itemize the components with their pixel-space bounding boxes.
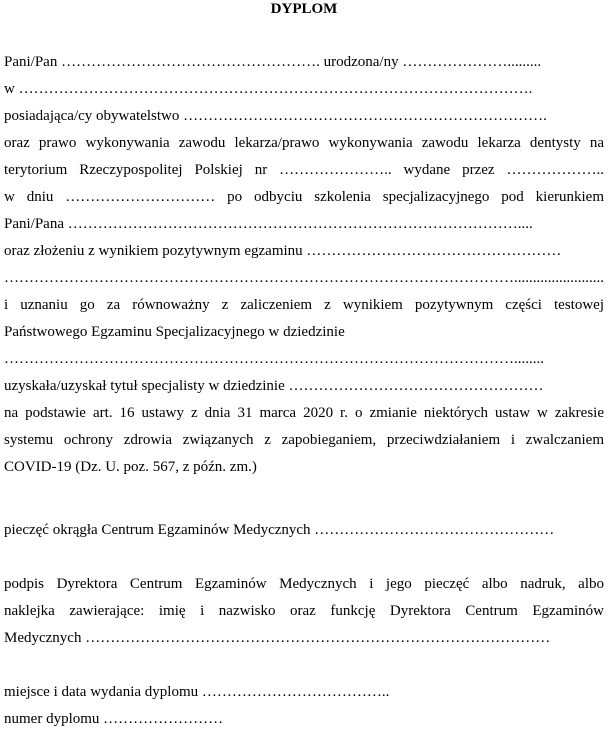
line-supervisor: Pani/Pana ……………………………………………………………………………….... [4, 216, 533, 232]
line-license-number: terytorium Rzeczypospolitej Polskiej nr ………………….. wydane przez ……………….. [4, 162, 604, 178]
line-field-blank: …………………………………………………………………………………………........ [4, 351, 544, 367]
line-legal-basis-1: na podstawie art. 16 ustawy z dnia 31 marca 2020 r. o zmianie niektórych ustaw w zakresie [4, 405, 604, 421]
line-round-seal: pieczęć okrągła Centrum Egzaminów Medycznych ………………………………………… [4, 522, 555, 538]
diploma-title: DYPLOM [270, 1, 338, 17]
line-director-signature-1: podpis Dyrektora Centrum Egzaminów Medycznych i jego pieczęć albo nadruk, albo [4, 576, 604, 592]
line-birthplace: w …………………………………………………………………………………………. [4, 81, 533, 97]
line-legal-basis-3: COVID-19 (Dz. U. poz. 567, z późn. zm.) [4, 459, 257, 475]
line-training-date: w dniu ………………………… po odbyciu szkolenia specjalizacyjnego pod kierunkiem [4, 189, 604, 205]
line-director-signature-2: naklejka zawierające: imię i nazwisko oraz funkcję Dyrektora Centrum Egzaminów [4, 603, 604, 619]
line-director-signature-3: Medycznych ………………………………………………………………………………… [4, 630, 551, 646]
line-exam: oraz złożeniu z wynikiem pozytywnym egzaminu …………………………………………… [4, 243, 562, 259]
line-legal-basis-2: systemu ochrony zdrowia związanych z zapobieganiem, przeciwdziałaniem i zwalczaniem [4, 432, 604, 448]
line-license: oraz prawo wykonywania zawodu lekarza/prawo wykonywania zawodu lekarza dentysty na [4, 135, 604, 151]
line-issue-place-date: miejsce i data wydania dyplomu ……………………………….. [4, 684, 390, 700]
line-pes-field: Państwowego Egzaminu Specjalizacyjnego w dziedzinie [4, 324, 345, 340]
line-diploma-number: numer dyplomu …………………… [4, 711, 224, 727]
line-name-birth: Pani/Pan ……………………………………………. urodzona/ny …………………......... [4, 54, 542, 70]
line-exam-blank: …………………………………………………………………………………………........................ [4, 270, 604, 286]
line-equivalence: i uznaniu go za równoważny z zaliczeniem z wynikiem pozytywnym części testowej [4, 297, 604, 313]
line-citizenship: posiadająca/cy obywatelstwo ………………………………………………………………. [4, 108, 547, 124]
line-specialist-title: uzyskała/uzyskał tytuł specjalisty w dziedzinie …………………………………………… [4, 378, 544, 394]
